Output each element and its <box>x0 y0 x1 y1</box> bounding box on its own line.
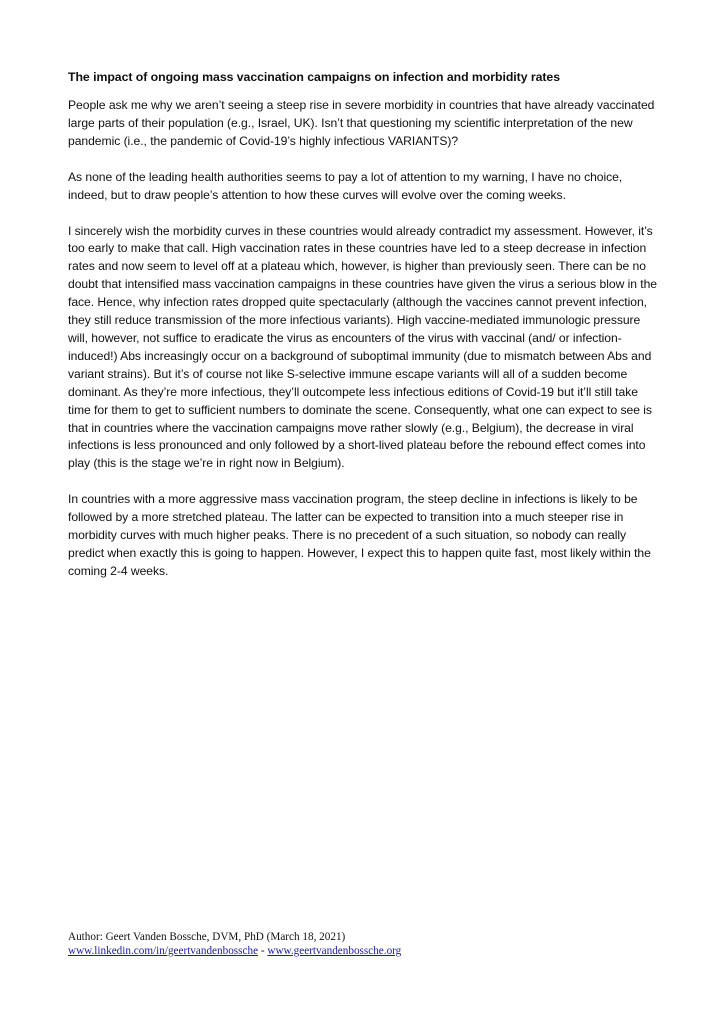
paragraph-1: People ask me why we aren’t seeing a steep rise in severe morbidity in countries that have already vaccinated large parts of their population (e.g., Israel, UK). Isn’t that questioning my scientific interpretation of the new pandemic (i.e., the pandemic of Covid-19’s highly infectious VARIANTS)? <box>68 98 655 148</box>
website-link[interactable]: www.geertvandenbossche.org <box>267 944 402 957</box>
footer-links <box>68 945 628 959</box>
paragraph-2: As none of the leading health authorities seems to pay a lot of attention to my warning, I have no choice, indeed, but to draw people’s attention to how these curves will evolve over the coming weeks. <box>68 169 623 202</box>
author-line: Author: Geert Vanden Bossche, DVM, PhD (March 18, 2021) <box>68 931 346 943</box>
paragraph-3: I sincerely wish the morbidity curves in these countries would already contradict my assessment. However, it’s too early to make that call. High vaccination rates in these countries have led to a steep decrease in infection rates and now seem to level off at a plateau which, however, is higher than previously seen. There can be no doubt that intensified mass vaccination campaigns in these countries have given the virus a serious blow in the face. Hence, why infection rates dropped quite spectacularly (although the vaccines cannot prevent infection, they still reduce transmission of the more infectious variants). High vaccine-mediated immunologic pressure will, however, not suffice to eradicate the virus as encounters of the virus with vaccinal (and/ or infection-induced!) Abs increasingly occur on a background of suboptimal immunity (due to mismatch between Abs and variant strains). But it’s of course not like S-selective immune escape variants will all of a sudden become dominant. As they’re more infectious, they’ll outcompete less infectious editions of Covid-19 but it’ll still take time for them to get to sufficient numbers to dominate the scene. Consequently, what one can expect to see is that in countries where the vaccination campaigns move rather slowly (e.g., Belgium), the decrease in viral infections is less pronounced and only followed by a short-lived plateau before the rebound effect comes into play (this is the stage we’re in right now in Belgium). <box>68 223 658 471</box>
linkedin-link[interactable]: www.linkedin.com/in/geertvandenbossche <box>68 944 259 957</box>
document-footer <box>68 931 628 958</box>
document-title: The impact of ongoing mass vaccination campaigns on infection and morbidity rates <box>68 70 561 84</box>
link-separator: - <box>258 944 268 957</box>
paragraph-4: In countries with a more aggressive mass vaccination program, the steep decline in infections is likely to be followed by a more stretched plateau. The latter can be expected to transition into a much steeper rise in morbidity curves with much higher peaks. There is no precedent of a such situation, so nobody can really predict when exactly this is going to happen. However, I expect this to happen quite fast, most likely within the coming 2-4 weeks. <box>68 492 651 578</box>
document-body <box>68 68 660 599</box>
